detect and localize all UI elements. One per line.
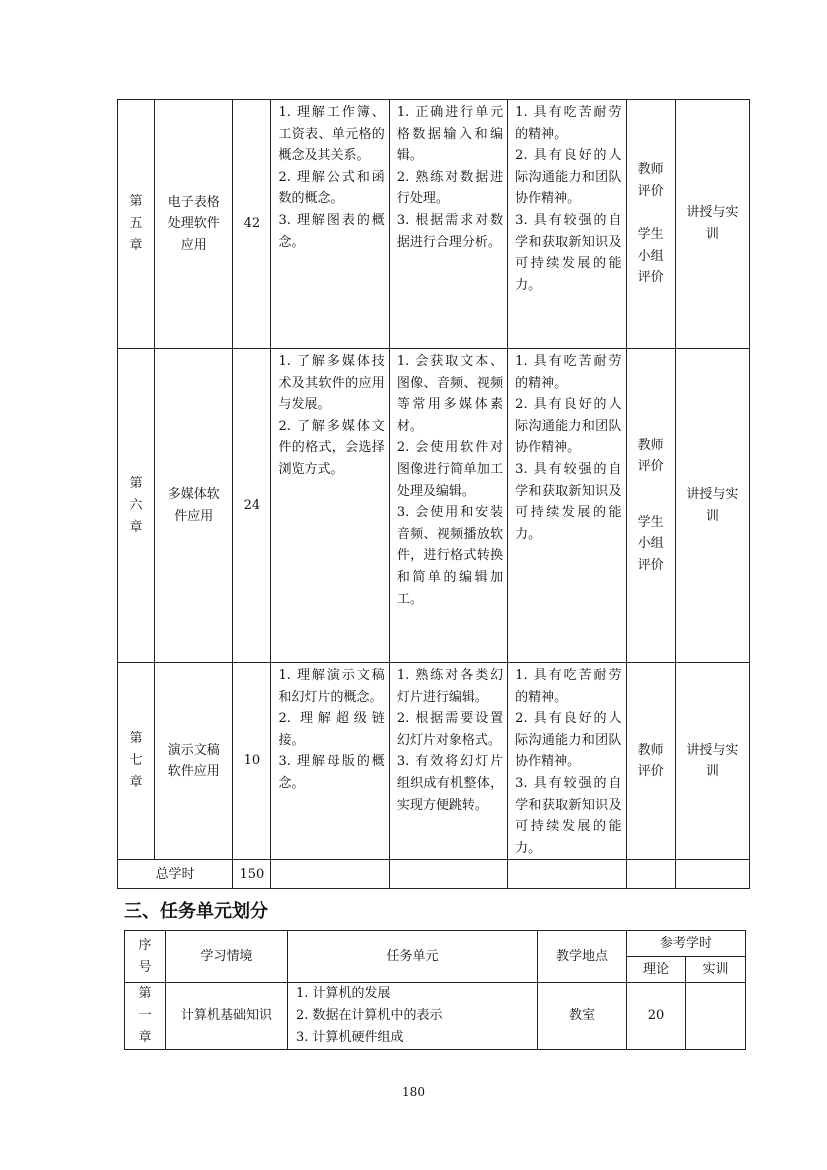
list-item: 1. 了解多媒体技术及其软件的应用与发展。 (278, 354, 385, 413)
skill-goals (389, 100, 507, 349)
empty-cell (389, 860, 507, 889)
chapter-row (118, 663, 750, 860)
header-index: 序 号 (125, 931, 166, 983)
empty-cell (626, 860, 675, 889)
knowledge-goals (271, 100, 389, 349)
list-item: 3. 具有较强的自学和获取新知识及可持续发展的能力。 (515, 212, 622, 293)
list-item: 1. 理解演示文稿和幻灯片的概念。 (278, 668, 385, 705)
list-item: 3. 具有较强的自学和获取新知识及可持续发展的能力。 (515, 775, 622, 856)
list-item: 1. 会获取文本、图像、音频、视频等常用多媒体素材。 (396, 354, 504, 434)
skill-goals (389, 663, 507, 860)
teaching-method: 讲授与实训 (675, 100, 749, 349)
list-item: 2. 理解公式和函数的概念。 (278, 169, 385, 207)
list-item: 1. 理解工作簿、工资表、单元格的概念及其关系。 (278, 105, 385, 164)
chapter-hours: 24 (233, 349, 271, 663)
task-row (125, 983, 746, 1050)
list-item: 1. 具有吃苦耐劳的精神。 (515, 354, 622, 391)
list-item: 3. 根据需求对数据进行合理分析。 (396, 212, 504, 250)
list-item: 3. 会使用和安装音频、视频播放软件，进行格式转换和简单的编辑加工。 (396, 505, 504, 607)
list-item: 1. 正确进行单元格数据输入和编辑。 (396, 105, 504, 164)
page-number: 180 (402, 1085, 425, 1099)
teaching-method: 讲授与实训 (675, 663, 749, 860)
list-item: 3. 有效将幻灯片组织成有机整体，实现方便跳转。 (396, 754, 504, 813)
list-item: 1. 具有吃苦耐劳的精神。 (515, 668, 622, 705)
list-item: 3. 理解母版的概念。 (278, 754, 385, 791)
task-header-row (125, 931, 746, 957)
task-units (288, 983, 538, 1050)
header-location: 教学地点 (538, 931, 627, 983)
list-item: 3. 理解图表的概念。 (278, 212, 385, 250)
evaluation-method: 教师评价 学生小组评价 (626, 349, 675, 663)
quality-goals (508, 349, 626, 663)
quality-goals (508, 663, 626, 860)
task-index: 第 一 章 (125, 983, 166, 1050)
curriculum-table (117, 99, 750, 889)
section-heading: 三、任务单元划分 (124, 901, 268, 922)
list-item: 2. 了解多媒体文件的格式，会选择浏览方式。 (278, 418, 385, 477)
list-item: 2. 数据在计算机中的表示 (296, 1008, 443, 1023)
header-theory: 理论 (627, 957, 686, 983)
list-item: 1. 具有吃苦耐劳的精神。 (515, 105, 622, 142)
list-item: 2. 具有良好的人际沟通能力和团队协作精神。 (515, 711, 622, 770)
list-item: 2. 具有良好的人际沟通能力和团队协作精神。 (515, 397, 622, 456)
chapter-hours: 42 (233, 100, 271, 349)
list-item: 3. 具有较强的自学和获取新知识及可持续发展的能力。 (515, 461, 622, 542)
header-unit: 任务单元 (288, 931, 538, 983)
evaluation-method: 教师评价 学生小组评价 (626, 100, 675, 349)
list-item: 1. 熟练对各类幻灯片进行编辑。 (396, 668, 504, 705)
task-location: 教室 (538, 983, 627, 1050)
chapter-hours: 10 (233, 663, 271, 860)
chapter-title: 电子表格 处理软件 应用 (155, 100, 233, 349)
list-item: 2. 熟练对数据进行处理。 (396, 169, 504, 207)
header-ref-hours: 参考学时 (627, 931, 746, 957)
chapter-row (118, 100, 750, 349)
chapter-title: 演示文稿 软件应用 (155, 663, 233, 860)
empty-cell (508, 860, 626, 889)
total-hours: 150 (233, 860, 271, 889)
chapter-label: 第 六 章 (118, 349, 155, 663)
task-theory-hours: 20 (627, 983, 686, 1050)
task-practice-hours (686, 983, 746, 1050)
empty-cell (675, 860, 749, 889)
evaluation-method: 教师评价 (626, 663, 675, 860)
teaching-method: 讲授与实训 (675, 349, 749, 663)
list-item: 2. 理解超级链接。 (278, 711, 385, 748)
list-item: 2. 具有良好的人际沟通能力和团队协作精神。 (515, 148, 622, 207)
chapter-label: 第 五 章 (118, 100, 155, 349)
list-item: 1. 计算机的发展 (296, 986, 391, 1001)
task-unit-table (124, 930, 746, 1050)
total-row (118, 860, 750, 889)
list-item: 2. 会使用软件对图像进行简单加工处理及编辑。 (396, 440, 504, 499)
knowledge-goals (271, 663, 389, 860)
quality-goals (508, 100, 626, 349)
chapter-label: 第 七 章 (118, 663, 155, 860)
skill-goals (389, 349, 507, 663)
chapter-title: 多媒体软 件应用 (155, 349, 233, 663)
total-label: 总学时 (118, 860, 233, 889)
header-practice: 实训 (686, 957, 746, 983)
knowledge-goals (271, 349, 389, 663)
task-context: 计算机基础知识 (166, 983, 288, 1050)
list-item: 3. 计算机硬件组成 (296, 1030, 404, 1045)
chapter-row (118, 349, 750, 663)
empty-cell (271, 860, 389, 889)
header-context: 学习情境 (166, 931, 288, 983)
list-item: 2. 根据需要设置幻灯片对象格式。 (396, 711, 504, 748)
